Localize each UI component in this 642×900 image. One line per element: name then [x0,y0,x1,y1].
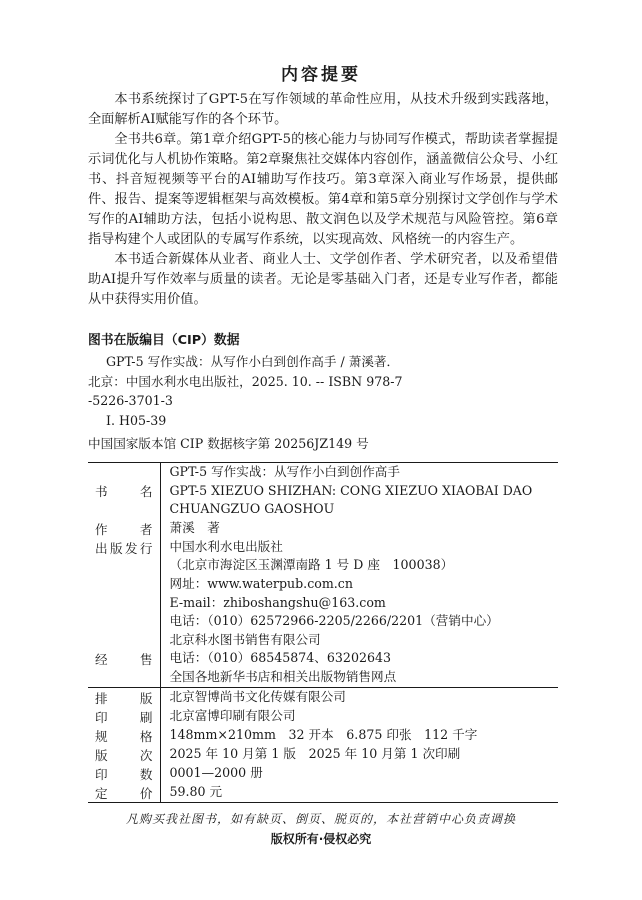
info-row-author [88,519,558,538]
info-value [160,631,558,687]
info-label: 规 格 [95,728,153,744]
info-row-price [88,783,558,803]
info-value [160,538,558,631]
cip-line: 北京：中国水利水电出版社，2025. 10. -- ISBN 978-7 [88,373,403,389]
cip-title: 图书在版编目（CIP）数据 [88,333,240,348]
summary-paragraph: 全书共6章。第1章介绍GPT-5的核心能力与协同写作模式，帮助读者掌握提示词优化与人机协作策略。第2章聚焦社交媒体内容创作，涵盖微信公众号、小红书、抖音短视频等平台的AI辅助写作技巧。第3章深入商业写作场景，提供邮件、报告、提案等逻辑框架与高效模板。第4章和第5章分别探讨文学创作与学术写作的AI辅助方法，包括小说构思、散文润色以及学术规范与风险管控。第6章指导构建个人或团队的专属写作系统，以实现高效、风格统一的内容生产。 [88,132,558,247]
info-label: 定 价 [88,783,160,803]
info-row-spec [88,726,558,745]
distributor-phone: 电话：（010）68545874、63202643 [169,650,392,666]
info-value [160,519,558,538]
distributor-network: 全国各地新华书店和相关出版物销售网点 [169,668,397,684]
info-label: 经 售 [88,631,160,687]
info-value [160,764,558,783]
book-name-pinyin: GPT-5 XIEZUO SHIZHAN: CONG XIEZUO XIAOBAI DAO [169,482,533,498]
summary-paragraph: 本书适合新媒体从业者、商业人士、文学创作者、学术研究者，以及希望借助AI提升写作效率与质量的读者。无论是零基础入门者，还是专业写作者，都能从中获得实用价值。 [88,252,558,307]
info-label: 排 版 [95,690,153,706]
publisher-email: E-mail：zhiboshangshu@163.com [169,594,386,610]
info-row-typeset [88,687,558,707]
specification: 148mm×210mm 32 开本 6.875 印张 112 千字 [169,726,478,742]
printer: 北京富博印刷有限公司 [169,707,296,723]
info-value [160,687,558,707]
cip-block [88,330,558,454]
info-value [160,783,558,803]
info-label: 印 数 [95,766,153,782]
info-label: 出版发行 [95,540,153,556]
info-row-print [88,707,558,726]
publisher-address: （北京市海淀区玉渊潭南路 1 号 D 座 100038） [169,557,454,573]
distributor-name: 北京科水图书销售有限公司 [169,631,321,647]
price: 59.80 元 [169,783,223,799]
info-value [160,463,558,519]
summary-paragraph: 本书系统探讨了GPT-5在写作领域的革命性应用，从技术升级到实践落地，全面解析AI赋能写作的各个环节。 [88,92,558,127]
summary [88,90,558,310]
info-value [160,745,558,764]
info-row-publisher [88,538,558,631]
replacement-notice: 凡购买我社图书，如有缺页、倒页、脱页的，本社营销中心负责调换 [125,812,516,826]
info-label: 印 刷 [95,709,153,725]
info-row-copies [88,764,558,783]
print-run: 0001—2000 册 [169,764,263,780]
info-label: 书 名 [88,463,160,519]
publication-info-table [88,462,558,803]
book-name-pinyin: CHUANGZUO GAOSHOU [169,501,335,517]
cip-line: Ⅰ. H05-39 [106,412,167,428]
info-label: 版 次 [95,747,153,763]
copyright-notice: 版权所有·侵权必究 [270,832,372,846]
info-row-edition [88,745,558,764]
page-title: 内容提要 [281,65,361,85]
edition: 2025 年 10 月第 1 版 2025 年 10 月第 1 次印刷 [169,745,461,761]
info-row-distributor [88,631,558,687]
publisher-name: 中国水利水电出版社 [169,538,283,554]
info-value [160,707,558,726]
publisher-phone: 电话：（010）62572966-2205/2266/2201（营销中心） [169,613,499,629]
typesetter: 北京智博尚书文化传媒有限公司 [169,688,346,704]
info-label: 作 者 [95,521,153,537]
author: 萧溪 著 [169,519,220,535]
book-name-cn: GPT-5 写作实战：从写作小白到创作高手 [169,464,400,479]
cip-line: GPT-5 写作实战：从写作小白到创作高手 / 萧溪著． [106,354,400,369]
info-row-book-name [88,463,558,519]
info-value [160,726,558,745]
publisher-website: 网址：www.waterpub.com.cn [169,575,353,591]
cip-line: 中国国家版本馆 CIP 数据核字第 20256JZ149 号 [88,436,369,451]
cip-line: -5226-3701-3 [88,393,173,408]
